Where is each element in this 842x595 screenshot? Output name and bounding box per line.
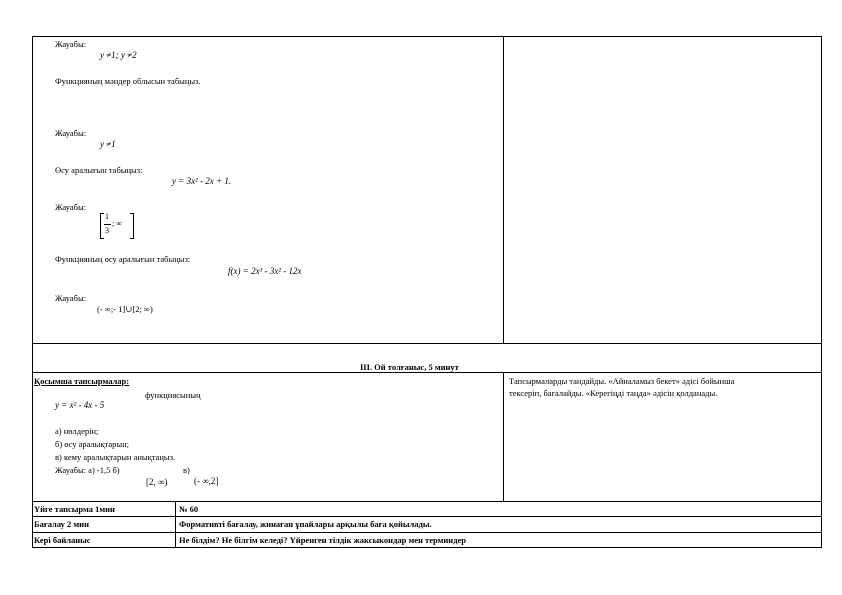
right-text-line-1: Тапсырмаларды тандайды. «Айналамыз бекет» әдісі бойынша (509, 376, 735, 386)
divider-extra-col (503, 372, 504, 501)
border-left (32, 36, 33, 548)
divider-section-bottom (32, 372, 822, 373)
answer-3-math (100, 212, 140, 240)
answer-3-label: Жауабы: (55, 202, 87, 212)
answer-3-rest: ; ∞ (112, 219, 122, 228)
border-bottom (32, 547, 822, 548)
bracket-right (130, 213, 134, 239)
bracket-left (100, 213, 104, 239)
divider-row1 (32, 501, 822, 502)
divider-row3 (32, 532, 822, 533)
function-word: функциясының (145, 390, 201, 400)
answer-2-math: y ≠1 (100, 139, 116, 149)
answer-2-label: Жауабы: (55, 128, 87, 138)
row-feedback-label: Кері байланыс (34, 535, 91, 545)
fraction-numerator: 1 (105, 212, 109, 221)
answer-4-label: Жауабы: (55, 293, 87, 303)
task-2-text: Функцияның мәндер облысын табыңыз. (55, 76, 201, 86)
section-title: ІІІ. Ой толғаныс, 5 минут (360, 362, 459, 372)
divider-section-top (32, 343, 822, 344)
task-3-function: y = 3x² - 2x + 1. (172, 176, 232, 186)
row-homework-value: № 60 (179, 504, 199, 514)
answer-1-label: Жауабы: (55, 39, 87, 49)
border-top (32, 36, 822, 37)
item-b: б) өсу аралықтарын; (55, 439, 129, 449)
extra-answer-b: [2, ∞) (146, 477, 168, 487)
row-feedback-value: Не білдім? Не білгім келеді? Үйренген тілдік жаксыкондар мен терминдер (179, 535, 466, 545)
extra-answer: Жауабы: а) -1,5 б) (55, 465, 120, 475)
task-3-text: Өсу аралығын табыңыз: (55, 165, 143, 175)
fraction-denominator: 3 (105, 226, 109, 235)
answer-4-math: (- ∞;- 1]∪[2; ∞) (97, 304, 153, 314)
row-assessment-label: Бағалау 2 мин (34, 519, 89, 529)
extra-function: y = x² - 4x - 5 (55, 400, 105, 410)
extra-tasks-heading: Қосымша тапсырмалар: (34, 376, 130, 386)
divider-table-col (175, 501, 176, 548)
border-right (821, 36, 822, 548)
fraction-bar (104, 224, 111, 225)
task-4-text: Функцияның өсу аралығын табыңыз: (55, 254, 191, 264)
extra-answer-c-label: в) (183, 465, 190, 475)
item-a: а) нөлдерін; (55, 426, 99, 436)
task-4-function: f(x) = 2x³ - 3x² - 12x (228, 266, 302, 276)
row-homework-label: Үйге тапсырма 1мин (34, 504, 115, 514)
extra-answer-c: (- ∞,2] (194, 476, 219, 486)
right-text-line-2: тексеріп, бағалайды. «Керегіңді таңда» әдісін қолданады. (509, 388, 718, 398)
divider-top-col (503, 36, 504, 343)
row-assessment-value: Формативті бағалау, жинаған ұпайлары арқылы баға қойылады. (179, 519, 432, 529)
item-c: в) кему аралықтарын анықтаңыз. (55, 452, 176, 462)
divider-row2 (32, 516, 822, 517)
answer-1-math: y ≠1; y ≠2 (100, 50, 137, 60)
